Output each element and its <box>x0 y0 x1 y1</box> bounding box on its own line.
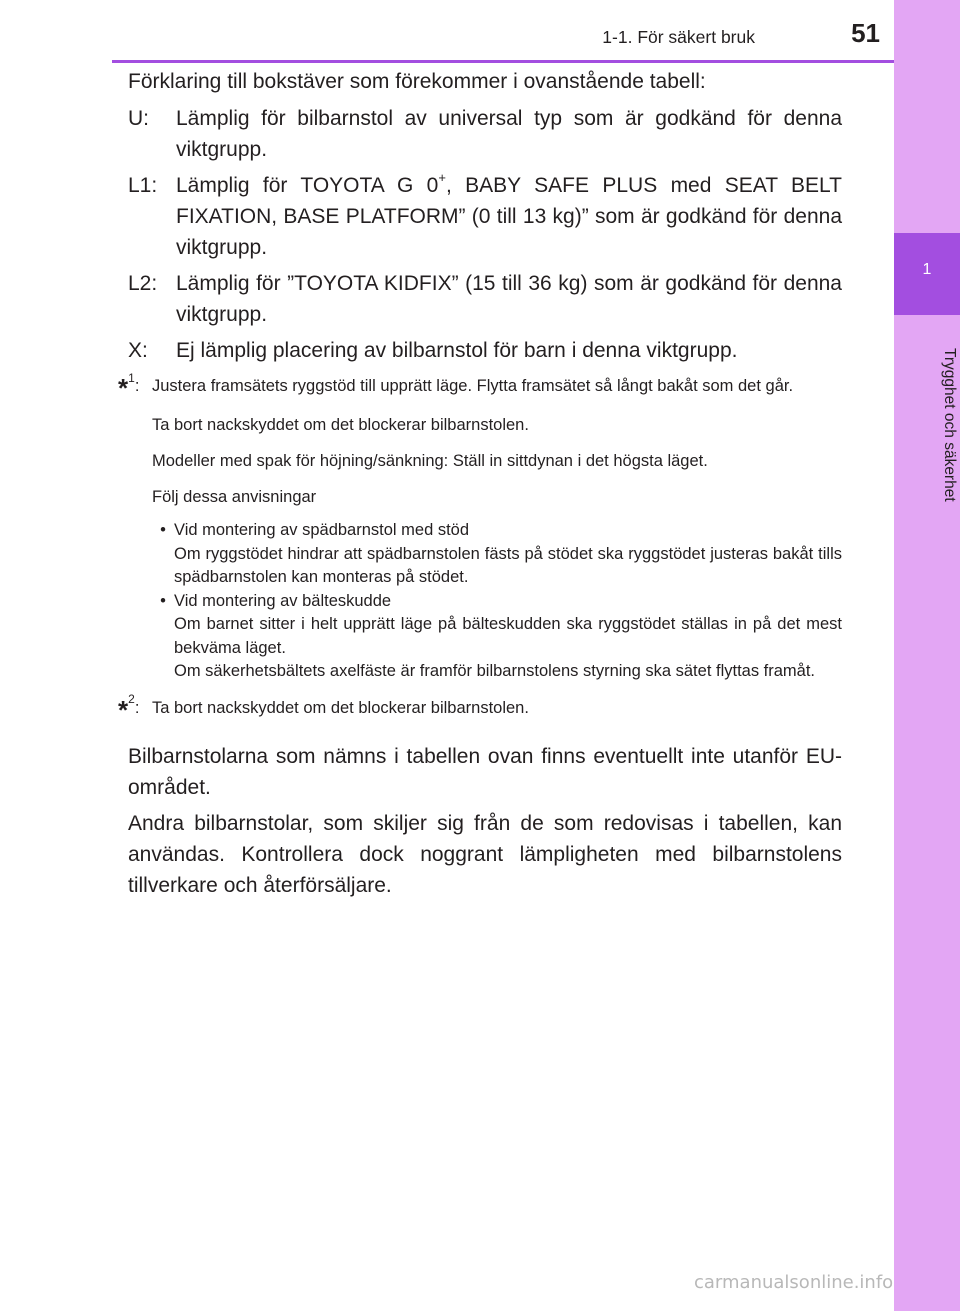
footnote-paragraph: Modeller med spak för höjning/sänkning: Ställ in sittdynan i det högsta läget. <box>152 452 708 470</box>
footnote-colon: : <box>134 698 140 717</box>
footnote-text: Ta bort nackskyddet om det blockerar bilbarnstolen. <box>152 698 529 717</box>
list-item-text: Om säkerhetsbältets axelfäste är framför bilbarnstolens styrning ska sätet flyttas framåt. <box>174 662 816 680</box>
definition-key: U: <box>128 107 149 130</box>
availability-paragraph: Bilbarnstolarna som nämns i tabellen ovan finns eventuellt inte utanför EU-området. <box>128 744 842 799</box>
footnote-number: 1 <box>128 370 135 385</box>
chapter-title <box>878 320 958 530</box>
chapter-side-tab <box>894 0 960 1311</box>
bullet-icon: • <box>160 521 166 539</box>
header-divider <box>112 60 894 63</box>
definition-text: Lämplig för bilbarnstol av universal typ som är godkänd för denna viktgrupp. <box>176 107 842 161</box>
footnote-2 <box>118 692 842 725</box>
plus-superscript: + <box>438 170 446 185</box>
chapter-number: 1 <box>894 233 960 315</box>
definition-x <box>128 335 842 366</box>
footnote-1 <box>118 370 842 403</box>
definition-key: L2: <box>128 272 158 295</box>
bullet-icon: • <box>160 591 166 610</box>
other-seats-paragraph: Andra bilbarnstolar, som skiljer sig från de som redovisas i tabellen, kan användas. Kontrollera dock noggrant lämpligheten med bilbarnstolens tillverkare och återförsäljare. <box>128 811 842 897</box>
definition-l2 <box>128 268 842 330</box>
list-item <box>152 519 842 590</box>
definition-text-part: Lämplig för TOYOTA G 0 <box>176 174 439 197</box>
legend-intro: Förklaring till bokstäver som förekommer i ovanstående tabell: <box>128 70 706 93</box>
instruction-list <box>152 519 842 684</box>
definition-text: Lämplig för ”TOYOTA KIDFIX” (15 till 36 kg) som är godkänd för denna viktgrupp. <box>176 272 842 326</box>
page-content <box>118 66 842 901</box>
definition-text-part: , BABY SAFE PLUS med SEAT BELT FIXATION, BASE PLATFORM” (0 till 13 kg)” som är godkänd för denna viktgrupp. <box>176 174 843 259</box>
definition-l1 <box>128 170 842 263</box>
footnote-marker <box>118 370 152 403</box>
definition-text: Ej lämplig placering av bilbarnstol för barn i denna viktgrupp. <box>176 339 738 362</box>
section-title: 1-1. För säkert bruk <box>602 27 755 47</box>
footnote-colon: : <box>134 377 140 395</box>
definition-u <box>128 103 842 165</box>
footnote-paragraph: Ta bort nackskyddet om det blockerar bilbarnstolen. <box>152 416 529 434</box>
definition-key: X: <box>128 339 148 362</box>
footnote-number: 2 <box>128 692 135 706</box>
asterisk-icon: * <box>118 373 129 403</box>
footnote-paragraph: Följ dessa anvisningar <box>152 488 317 506</box>
chapter-title-text: Trygghet och säkerhet <box>941 348 958 502</box>
list-item-text: Om barnet sitter i helt upprätt läge på bälteskudden ska ryggstödet ställas in på det mest bekväma läget. <box>174 615 842 657</box>
list-item <box>152 590 842 684</box>
site-watermark: carmanualsonline.info <box>694 1272 894 1293</box>
list-item-text: Om ryggstödet hindrar att spädbarnstolen fästs på stödet ska ryggstödet justeras bakåt tills spädbarnstolen kan monteras på stödet. <box>174 544 842 586</box>
list-item-title: Vid montering av spädbarnstol med stöd <box>174 521 470 539</box>
definition-text <box>176 170 842 263</box>
list-item-title: Vid montering av bälteskudde <box>174 591 392 610</box>
asterisk-icon: * <box>118 694 129 725</box>
footnote-text: Justera framsätets ryggstöd till upprätt läge. Flytta framsätet så långt bakåt som det går. <box>152 377 794 395</box>
page-number: 51 <box>851 18 880 48</box>
footnote-marker <box>118 692 152 725</box>
definition-key: L1: <box>128 174 158 197</box>
